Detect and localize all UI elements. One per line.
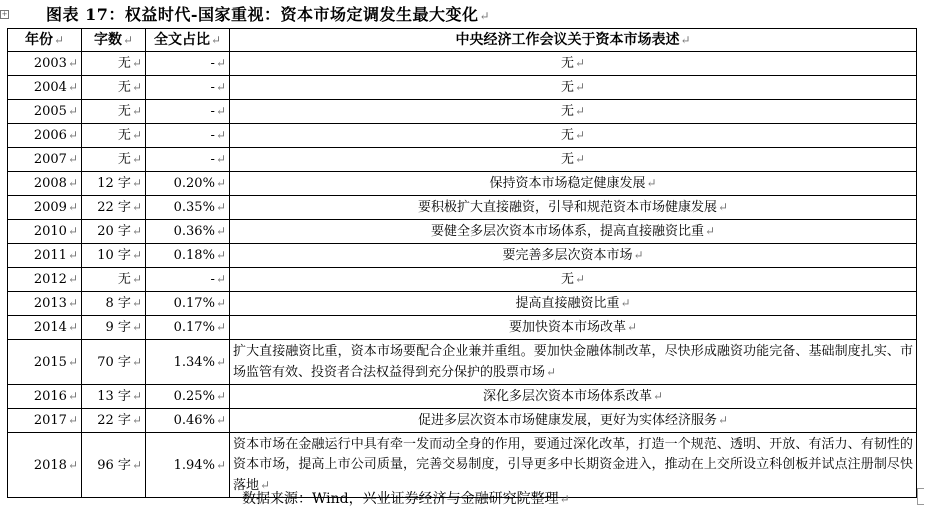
statement-cell: 无↵	[230, 148, 917, 172]
ratio-cell: -↵	[146, 148, 230, 172]
table-row	[8, 409, 917, 433]
source-footnote: 数据来源：Wind，兴业证券经济与金融研究院整理↵	[242, 491, 570, 507]
words-cell: 无↵	[82, 100, 146, 124]
words-cell: 10 字↵	[82, 244, 146, 268]
ratio-cell: 0.20%↵	[146, 172, 230, 196]
ratio-cell: -↵	[146, 52, 230, 76]
statement-cell: 要加快资本市场改革↵	[230, 316, 917, 340]
words-cell: 无↵	[82, 124, 146, 148]
year-cell: 2008↵	[8, 172, 82, 196]
statement-cell: 要完善多层次资本市场↵	[230, 244, 917, 268]
year-cell: 2009↵	[8, 196, 82, 220]
table-row	[8, 124, 917, 148]
words-cell: 70 字↵	[82, 340, 146, 385]
table-row	[8, 52, 917, 76]
header-words: 字数↵	[82, 29, 146, 52]
move-anchor-icon[interactable]: +	[1, 10, 8, 18]
ratio-cell: -↵	[146, 268, 230, 292]
table-row	[8, 385, 917, 409]
words-cell: 22 字↵	[82, 409, 146, 433]
year-cell: 2005↵	[8, 100, 82, 124]
words-cell: 无↵	[82, 148, 146, 172]
ratio-cell: 0.36%↵	[146, 220, 230, 244]
words-cell: 20 字↵	[82, 220, 146, 244]
year-cell: 2018↵	[8, 433, 82, 498]
capital-market-table	[7, 28, 917, 498]
table-row	[8, 172, 917, 196]
ratio-cell: 0.35%↵	[146, 196, 230, 220]
words-cell: 8 字↵	[82, 292, 146, 316]
ratio-cell: 1.94%↵	[146, 433, 230, 498]
table-row	[8, 316, 917, 340]
table-header-row	[8, 29, 917, 52]
words-cell: 13 字↵	[82, 385, 146, 409]
year-cell: 2004↵	[8, 76, 82, 100]
paragraph-mark-icon: ↵	[479, 9, 491, 23]
statement-cell: 扩大直接融资比重，资本市场要配合企业兼并重组。要加快金融体制改革，尽快形成融资功能完备、基础制度扎实、市场监管有效、投资者合法权益得到充分保护的股票市场↵	[230, 340, 917, 385]
header-ratio: 全文占比↵	[146, 29, 230, 52]
year-cell: 2015↵	[8, 340, 82, 385]
table-row	[8, 244, 917, 268]
statement-cell: 无↵	[230, 52, 917, 76]
table-body	[8, 52, 917, 498]
table-row	[8, 196, 917, 220]
ratio-cell: 0.17%↵	[146, 292, 230, 316]
year-cell: 2006↵	[8, 124, 82, 148]
ratio-cell: 0.25%↵	[146, 385, 230, 409]
statement-cell: 深化多层次资本市场体系改革↵	[230, 385, 917, 409]
ratio-cell: 0.18%↵	[146, 244, 230, 268]
ratio-cell: -↵	[146, 76, 230, 100]
table-row	[8, 148, 917, 172]
statement-cell: 无↵	[230, 124, 917, 148]
statement-cell: 保持资本市场稳定健康发展↵	[230, 172, 917, 196]
year-cell: 2007↵	[8, 148, 82, 172]
ratio-cell: 0.17%↵	[146, 316, 230, 340]
statement-cell: 要健全多层次资本市场体系，提高直接融资比重↵	[230, 220, 917, 244]
table-row	[8, 220, 917, 244]
year-cell: 2016↵	[8, 385, 82, 409]
table-row	[8, 100, 917, 124]
table-row	[8, 340, 917, 385]
year-cell: 2017↵	[8, 409, 82, 433]
statement-cell: 要积极扩大直接融资，引导和规范资本市场健康发展↵	[230, 196, 917, 220]
table-row	[8, 268, 917, 292]
year-cell: 2003↵	[8, 52, 82, 76]
statement-cell: 无↵	[230, 268, 917, 292]
ratio-cell: 0.46%↵	[146, 409, 230, 433]
words-cell: 9 字↵	[82, 316, 146, 340]
words-cell: 96 字↵	[82, 433, 146, 498]
words-cell: 无↵	[82, 52, 146, 76]
year-cell: 2010↵	[8, 220, 82, 244]
year-cell: 2014↵	[8, 316, 82, 340]
words-cell: 无↵	[82, 76, 146, 100]
statement-cell: 促进多层次资本市场健康发展，更好为实体经济服务↵	[230, 409, 917, 433]
words-cell: 22 字↵	[82, 196, 146, 220]
figure-title	[46, 2, 490, 25]
table-row	[8, 76, 917, 100]
table-row	[8, 292, 917, 316]
year-cell: 2013↵	[8, 292, 82, 316]
page-corner-mark	[917, 496, 924, 505]
words-cell: 12 字↵	[82, 172, 146, 196]
year-cell: 2012↵	[8, 268, 82, 292]
ratio-cell: -↵	[146, 124, 230, 148]
figure-title-text: 图表 17：权益时代-国家重视：资本市场定调发生最大变化	[46, 5, 479, 24]
ratio-cell: 1.34%↵	[146, 340, 230, 385]
header-year: 年份↵	[8, 29, 82, 52]
ratio-cell: -↵	[146, 100, 230, 124]
year-cell: 2011↵	[8, 244, 82, 268]
statement-cell: 无↵	[230, 100, 917, 124]
statement-cell: 无↵	[230, 76, 917, 100]
header-statement: 中央经济工作会议关于资本市场表述↵	[230, 29, 917, 52]
words-cell: 无↵	[82, 268, 146, 292]
statement-cell: 资本市场在金融运行中具有牵一发而动全身的作用，要通过深化改革，打造一个规范、透明、开放、有活力、有韧性的资本市场，提高上市公司质量，完善交易制度，引导更多中长期资金进入，推动在上交所设立科创板并试点注册制尽快落地↵	[230, 433, 917, 498]
statement-cell: 提高直接融资比重↵	[230, 292, 917, 316]
